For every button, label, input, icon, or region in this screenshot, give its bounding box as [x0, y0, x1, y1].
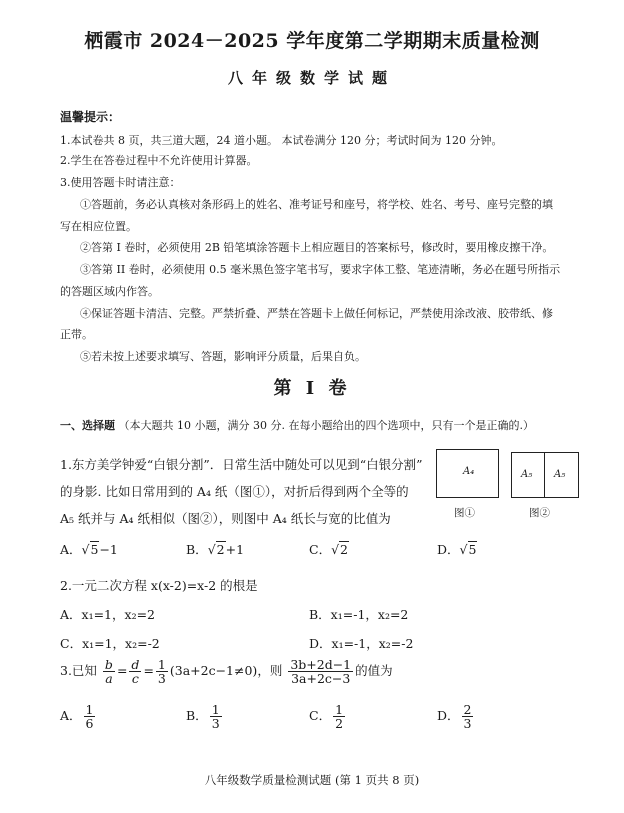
tips-heading: 温馨提示：: [60, 110, 121, 124]
sqrt-symbol: √2: [207, 542, 225, 557]
option-letter: D．: [437, 542, 460, 557]
q3-condition: (3a+2c−1≠0)，则: [169, 663, 283, 679]
fold-line: [544, 453, 545, 497]
numerator: 1: [211, 702, 220, 717]
radicand: 2: [340, 542, 348, 557]
radicand: 5: [90, 542, 99, 557]
fraction-target: [288, 658, 353, 685]
tip-line: ④保证答题卡清洁、完整。严禁折叠、严禁在答题卡上做任何标记，严禁使用涂改液、胶带纸、修: [80, 307, 553, 320]
a5-left-label: A₅: [521, 469, 533, 480]
numerator: 1: [85, 702, 94, 717]
option-letter: C．: [309, 708, 332, 724]
q2-option-d[interactable]: D．x₁=-1，x₂=-2: [309, 636, 414, 651]
option-letter: B．: [186, 708, 208, 724]
a5-right-label: A₅: [554, 469, 566, 480]
q1-option-d[interactable]: [437, 540, 477, 558]
denominator: 6: [85, 716, 94, 732]
q3-option-d[interactable]: [437, 703, 475, 730]
exam-subtitle: 八年级数学试题: [227, 69, 396, 87]
option-fraction: [210, 703, 222, 730]
tip-line: ②答第 I 卷时，必须使用 2B 铅笔填涂答题卡上相应题目的答案标号，修改时，要用橡皮擦干净。: [80, 241, 554, 254]
a4-label: A₄: [463, 466, 475, 477]
tip-line: 正带。: [60, 328, 93, 341]
exam-title: 栖霞市 2024－2025 学年度第二学期期末质量检测: [84, 30, 540, 52]
radicand: 5: [468, 542, 477, 557]
q2-option-b[interactable]: B．x₁=-1，x₂=2: [309, 607, 409, 622]
tip-line: ①答题前，务必认真核对条形码上的姓名、准考证号和座号，将学校、姓名、考号、座号完整的填: [80, 198, 553, 211]
q3-suffix: 的值为: [355, 663, 393, 679]
fraction-d-over-c: [129, 658, 141, 685]
q1-option-a[interactable]: [60, 540, 118, 558]
option-letter: C．: [309, 542, 332, 557]
denominator: c: [131, 671, 139, 687]
option-tail: −1: [99, 542, 118, 557]
q3-stem: 3.已知 $\frac{b}{a}$ = $\frac{d}{c}$ = $\frac{1}{3}$ (3a+2c−1≠0)，则 $\frac{3b+2d-1}{3a+2c-3}$ 的值为: [60, 657, 393, 687]
q2-option-c[interactable]: C．x₁=1，x₂=-2: [60, 636, 160, 651]
numerator: 3b+2d−1: [290, 657, 352, 672]
sqrt-symbol: √5: [81, 542, 99, 557]
option-letter: A．: [60, 708, 82, 724]
radicand: 2: [216, 542, 225, 557]
q1-line: 1.东方美学钟爱“白银分割”．日常生活中随处可以见到“白银分割”: [60, 457, 423, 472]
fraction-one-third: [156, 658, 168, 685]
q1-option-b[interactable]: [186, 540, 244, 558]
denominator: 3: [463, 716, 472, 732]
sqrt-symbol: √5: [459, 542, 477, 557]
denominator: 3: [211, 716, 220, 732]
denominator: a: [105, 671, 113, 687]
denominator: 2: [335, 716, 344, 732]
tip-line: 3.使用答题卡时请注意：: [60, 176, 181, 189]
fraction-b-over-a: [103, 658, 115, 685]
page-footer: 八年级数学质量检测试题 (第 1 页共 8 页): [204, 773, 420, 787]
tip-line: 1.本试卷共 8 页，共三道大题，24 道小题。 本试卷满分 120 分；考试时间为 120 分钟。: [60, 134, 503, 147]
figure2-caption: 图②: [529, 507, 550, 519]
q1-line: A₅ 纸并与 A₄ 纸相似（图②），则图中 A₄ 纸长与宽的比值为: [60, 511, 391, 526]
q2-stem: 2.一元二次方程 x(x-2)=x-2 的根是: [60, 578, 258, 593]
numerator: 1: [335, 702, 344, 717]
tip-line: ③答第 II 卷时，必须使用 0.5 毫米黑色签字笔书写，要求字体工整、笔迹清晰，务必在题号所指示: [80, 263, 561, 276]
figure1-caption: 图①: [454, 507, 475, 519]
option-letter: A．: [60, 542, 82, 557]
section-heading: [60, 417, 534, 433]
q3-prefix: 3.已知: [60, 663, 97, 679]
denominator: 3: [157, 671, 166, 687]
q2-option-a[interactable]: A．x₁=1，x₂=2: [60, 607, 156, 622]
numerator: 1: [157, 657, 166, 672]
a4-figure: [436, 449, 499, 498]
q3-option-c[interactable]: [309, 703, 347, 730]
tip-line: 的答题区域内作答。: [60, 285, 159, 298]
option-fraction: [84, 703, 96, 730]
section-title: 第 Ⅰ 卷: [273, 378, 351, 399]
section-heading-rest: （本大题共 10 小题，满分 30 分. 在每小题给出的四个选项中，只有一个是正确的.）: [118, 419, 534, 432]
q3-option-b[interactable]: [186, 703, 224, 730]
option-fraction: [333, 703, 345, 730]
option-letter: D．: [437, 708, 460, 724]
option-tail: +1: [225, 542, 245, 557]
section-heading-bold: 一、选择题: [60, 419, 115, 432]
q1-line: 的身影. 比如日常用到的 A₄ 纸（图①），对折后得到两个全等的: [60, 484, 409, 499]
sqrt-symbol: √2: [331, 542, 348, 557]
q1-option-c[interactable]: [309, 540, 349, 558]
denominator: 3a+2c−3: [291, 671, 351, 687]
tip-line: ⑤若未按上述要求填写、答题，影响评分质量，后果自负。: [80, 350, 366, 363]
numerator: d: [131, 657, 140, 672]
tip-line: 写在相应位置。: [60, 220, 137, 233]
option-fraction: [462, 703, 474, 730]
option-letter: B．: [186, 542, 208, 557]
a5-figure: [511, 452, 579, 498]
tip-line: 2.学生在答卷过程中不允许使用计算器。: [60, 154, 258, 167]
q3-option-a[interactable]: [60, 703, 97, 730]
numerator: b: [104, 657, 113, 672]
numerator: 2: [463, 702, 472, 717]
